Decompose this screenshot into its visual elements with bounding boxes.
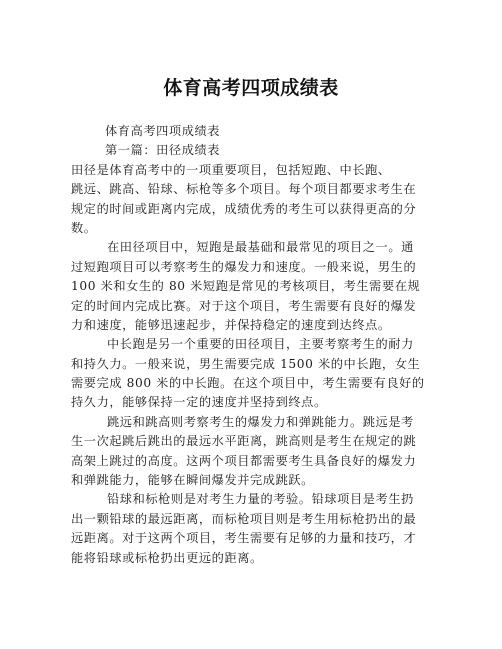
paragraph-line: 能将铅球或标枪扔出更远的距离。: [71, 550, 263, 565]
document-body: [71, 122, 428, 568]
paragraph-line: 力和速度，能够迅速起步，并保持稳定的速度到达终点。: [71, 317, 391, 332]
paragraph-line: 和弹跳能力，能够在瞬间爆发并完成跳跃。: [71, 473, 314, 488]
paragraph-line: 跳远和跳高则考察考生的爆发力和弹跳能力。跳远是考: [107, 414, 414, 429]
paragraph-line: 中长跑是另一个重要的田径项目，主要考察考生的耐力: [107, 337, 414, 352]
paragraph-line: 过短跑项目可以考察考生的爆发力和速度。一般来说，男生的: [71, 259, 417, 274]
paragraph-line: 在田径项目中，短跑是最基础和最常见的项目之一。通: [107, 240, 414, 255]
paragraph-line: 100 米和女生的 80 米短跑是常见的考核项目，考生需要在规: [71, 279, 421, 294]
section-heading: 第一篇：田径成绩表: [105, 143, 221, 158]
paragraph-line: 生一次起跳后跳出的最远水平距离，跳高则是考生在规定的跳: [71, 434, 417, 449]
paragraph-line: 高架上跳过的高度。这两个项目都需要考生具备良好的爆发力: [71, 453, 417, 468]
paragraph-line: 出一颗铅球的最远距离，而标枪项目则是考生用标枪扔出的最: [71, 511, 417, 526]
paragraph-line: 远距离。对于这两个项目，考生需要有足够的力量和技巧，才: [71, 531, 417, 546]
paragraph-line: 铅球和标枪则是对考生力量的考验。铅球项目是考生扔: [107, 492, 414, 507]
paragraph-line: 需要完成 800 米的中长跑。在这个项目中，考生需要有良好的: [71, 376, 425, 391]
paragraph-line: 持久力，能够保持一定的速度并坚持到终点。: [71, 395, 327, 410]
paragraph-line: 数。: [71, 220, 97, 235]
paragraph-line: 和持久力。一般来说，男生需要完成 1500 米的中长跑，女生: [71, 356, 421, 371]
paragraph-line: 定的时间内完成比赛。对于这个项目，考生需要有良好的爆发: [71, 298, 417, 313]
paragraph-line: 田径是体育高考中的一项重要项目，包括短跑、中长跑、: [71, 162, 391, 177]
paragraph-line: 跳远、跳高、铅球、标枪等多个项目。每个项目都要求考生在: [71, 182, 417, 197]
document-title: 体育高考四项成绩表: [163, 77, 339, 99]
subtitle-line: 体育高考四项成绩表: [105, 124, 221, 138]
paragraph-line: 规定的时间或距离内完成，成绩优秀的考生可以获得更高的分: [71, 201, 417, 216]
